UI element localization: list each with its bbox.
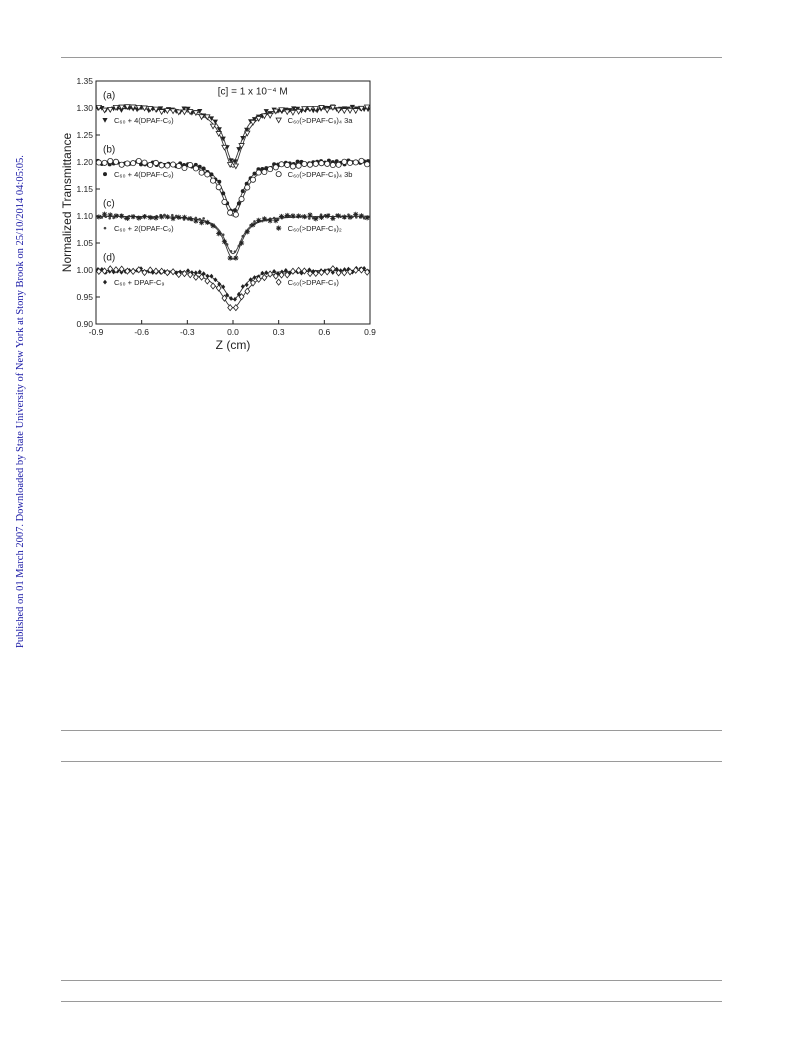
data-point xyxy=(233,255,238,260)
data-point xyxy=(268,218,273,223)
x-tick-label: 0.3 xyxy=(272,327,285,337)
data-point xyxy=(365,162,370,167)
data-point xyxy=(182,215,187,220)
data-point xyxy=(325,161,330,166)
data-point xyxy=(359,158,364,163)
y-tick-label: 1.25 xyxy=(76,130,93,140)
data-point xyxy=(330,162,335,167)
data-point xyxy=(104,227,107,230)
data-point xyxy=(233,208,237,212)
data-point xyxy=(216,185,221,190)
data-point xyxy=(230,250,233,253)
y-tick-label: 0.95 xyxy=(76,292,93,302)
y-tick-label: 0.90 xyxy=(76,319,93,329)
data-point xyxy=(136,158,141,163)
data-point xyxy=(342,214,347,219)
legend-right-label: C₆₀(>DPAF-C₉)₂ xyxy=(287,224,342,234)
data-point xyxy=(217,180,221,184)
data-point xyxy=(96,160,101,165)
data-point xyxy=(253,220,256,223)
data-point xyxy=(228,255,233,260)
y-tick-label: 1.10 xyxy=(76,211,93,221)
data-point xyxy=(171,269,176,275)
data-point xyxy=(285,162,290,167)
data-point xyxy=(131,214,136,219)
data-point xyxy=(198,218,201,221)
data-point xyxy=(176,215,181,220)
data-point xyxy=(103,280,107,285)
data-point xyxy=(256,170,261,175)
data-point xyxy=(347,215,352,220)
data-point xyxy=(165,270,170,276)
data-point xyxy=(245,185,250,190)
x-tick-label: -0.3 xyxy=(180,327,195,337)
data-point xyxy=(222,233,225,236)
panel-label: (c) xyxy=(103,198,115,210)
data-point xyxy=(302,161,307,166)
data-point xyxy=(353,160,358,165)
x-tick-label: 0.6 xyxy=(318,327,331,337)
data-point xyxy=(142,160,147,165)
data-point xyxy=(290,213,295,218)
y-tick-label: 1.35 xyxy=(76,76,93,86)
data-point xyxy=(245,288,250,294)
data-point xyxy=(170,162,175,167)
x-tick-label: 0.9 xyxy=(364,327,376,337)
fit-curve xyxy=(96,216,370,259)
data-point xyxy=(211,283,216,289)
data-point xyxy=(199,220,204,225)
data-point xyxy=(136,215,141,220)
data-point xyxy=(182,110,187,115)
data-point xyxy=(113,213,118,218)
data-point xyxy=(276,172,281,177)
data-point xyxy=(222,239,227,244)
y-tick-label: 1.05 xyxy=(76,238,93,248)
data-point xyxy=(342,159,347,164)
data-point xyxy=(142,214,147,219)
legend-left-label: C₆₀ + 4(DPAF-C₉) xyxy=(114,116,174,126)
data-point xyxy=(113,159,118,164)
y-tick-label: 1.15 xyxy=(76,184,93,194)
x-tick-label: 0.0 xyxy=(227,327,239,337)
y-tick-label: 1.30 xyxy=(76,103,93,113)
data-point xyxy=(213,120,218,125)
data-point xyxy=(153,160,158,165)
y-tick-label: 1.00 xyxy=(76,265,93,275)
data-point xyxy=(359,213,364,218)
data-point xyxy=(296,109,301,114)
data-point xyxy=(313,161,318,166)
data-point xyxy=(262,216,267,221)
data-point xyxy=(125,161,130,166)
data-point xyxy=(159,214,164,219)
data-point xyxy=(290,164,295,169)
data-point xyxy=(233,212,238,217)
data-point xyxy=(228,210,233,215)
data-point xyxy=(239,196,244,201)
x-tick-label: -0.9 xyxy=(88,327,104,337)
data-point xyxy=(182,165,187,170)
data-point xyxy=(245,229,250,234)
data-point xyxy=(102,212,107,217)
data-point xyxy=(103,172,107,176)
footer-rule-1 xyxy=(61,730,722,731)
data-point xyxy=(245,131,250,136)
data-point xyxy=(245,282,249,287)
data-point xyxy=(210,223,215,228)
data-point xyxy=(313,216,318,221)
data-point xyxy=(159,110,164,115)
data-point xyxy=(205,220,210,225)
data-point xyxy=(216,285,221,291)
data-point xyxy=(148,215,153,220)
data-point xyxy=(213,277,217,282)
data-point xyxy=(353,212,358,217)
data-point xyxy=(319,161,324,166)
data-point xyxy=(307,212,312,217)
legend-right-label: C₆₀(>DPAF-C₉) xyxy=(287,278,339,288)
legend-left-label: C₆₀ + 2(DPAF-C₉) xyxy=(114,224,174,234)
data-point xyxy=(96,214,101,219)
panel-label: (b) xyxy=(103,144,116,156)
data-point xyxy=(108,212,113,217)
data-point xyxy=(330,216,335,221)
concentration-annotation: [c] = 1 x 10⁻⁴ M xyxy=(217,86,288,98)
download-watermark: Published on 01 March 2007. Downloaded by State University of New York at Stony Brook on 25/10/2014 04:05:05. xyxy=(15,155,26,648)
data-point xyxy=(279,214,284,219)
fit-curve xyxy=(96,216,370,254)
data-point xyxy=(119,214,124,219)
data-point xyxy=(285,213,290,218)
data-point xyxy=(302,214,307,219)
y-axis-label: Normalized Transmittance xyxy=(60,132,74,273)
data-point xyxy=(325,213,330,218)
data-point xyxy=(188,216,193,221)
data-point xyxy=(276,279,281,285)
bottom-rule-2 xyxy=(61,1001,722,1002)
data-point xyxy=(159,163,164,168)
data-point xyxy=(353,109,358,114)
data-point xyxy=(239,240,244,245)
data-point xyxy=(262,169,267,174)
data-point xyxy=(170,216,175,221)
data-point xyxy=(279,162,284,167)
data-point xyxy=(296,213,301,218)
data-point xyxy=(234,250,237,253)
data-point xyxy=(102,160,107,165)
transmittance-chart xyxy=(58,72,388,357)
data-point xyxy=(233,305,238,311)
data-point xyxy=(131,161,136,166)
bottom-rule-1 xyxy=(61,980,722,981)
data-point xyxy=(202,217,205,220)
legend-right-label: C₆₀(>DPAF-C₉)₄ 3b xyxy=(287,170,353,180)
footer-rule-2 xyxy=(61,761,722,762)
data-point xyxy=(365,215,370,220)
data-point xyxy=(319,215,324,220)
data-point xyxy=(165,163,170,168)
data-point xyxy=(336,162,341,167)
data-point xyxy=(216,132,221,137)
data-point xyxy=(342,109,347,114)
data-point xyxy=(307,162,312,167)
data-point xyxy=(119,162,124,167)
data-point xyxy=(165,214,170,219)
data-point xyxy=(241,284,245,289)
data-point xyxy=(273,218,278,223)
x-tick-label: -0.6 xyxy=(134,327,149,337)
data-point xyxy=(229,296,233,301)
legend-right-label: C₆₀(>DPAF-C₉)₄ 3a xyxy=(287,116,353,126)
data-point xyxy=(205,172,210,177)
data-point xyxy=(153,215,158,220)
y-tick-label: 1.20 xyxy=(76,157,93,167)
panel-label: (a) xyxy=(103,90,116,102)
data-point xyxy=(119,266,124,272)
data-point xyxy=(347,160,352,165)
data-point xyxy=(102,118,107,123)
data-point xyxy=(210,178,215,183)
fit-curve xyxy=(96,271,370,308)
data-point xyxy=(290,110,295,115)
data-point xyxy=(241,189,245,193)
data-point xyxy=(276,226,281,231)
x-axis-label: Z (cm) xyxy=(215,338,251,352)
data-point xyxy=(193,166,198,171)
data-point xyxy=(221,284,225,289)
data-point xyxy=(241,235,244,238)
data-point xyxy=(250,222,255,227)
data-point xyxy=(262,275,267,281)
data-point xyxy=(285,110,290,115)
data-point xyxy=(222,199,227,204)
data-point xyxy=(216,231,221,236)
data-point xyxy=(125,216,130,221)
data-point xyxy=(199,170,204,175)
header-rule xyxy=(61,57,722,58)
data-point xyxy=(188,162,193,167)
data-point xyxy=(276,118,281,123)
data-point xyxy=(296,163,301,168)
data-point xyxy=(228,305,233,311)
z-scan-figure xyxy=(58,72,388,362)
legend-left-label: C₆₀ + DPAF-C₉ xyxy=(114,278,165,288)
data-point xyxy=(176,163,181,168)
data-point xyxy=(221,191,225,195)
data-point xyxy=(250,177,255,182)
data-point xyxy=(237,201,241,205)
legend-left-label: C₆₀ + 4(DPAF-C₉) xyxy=(114,170,174,180)
data-point xyxy=(108,158,113,163)
data-point xyxy=(273,165,278,170)
data-point xyxy=(268,167,273,172)
panel-label: (d) xyxy=(103,252,116,264)
data-point xyxy=(148,162,153,167)
data-point xyxy=(131,268,136,274)
data-point xyxy=(193,218,198,223)
data-point xyxy=(256,218,261,223)
data-point xyxy=(336,213,341,218)
data-point xyxy=(268,113,273,118)
